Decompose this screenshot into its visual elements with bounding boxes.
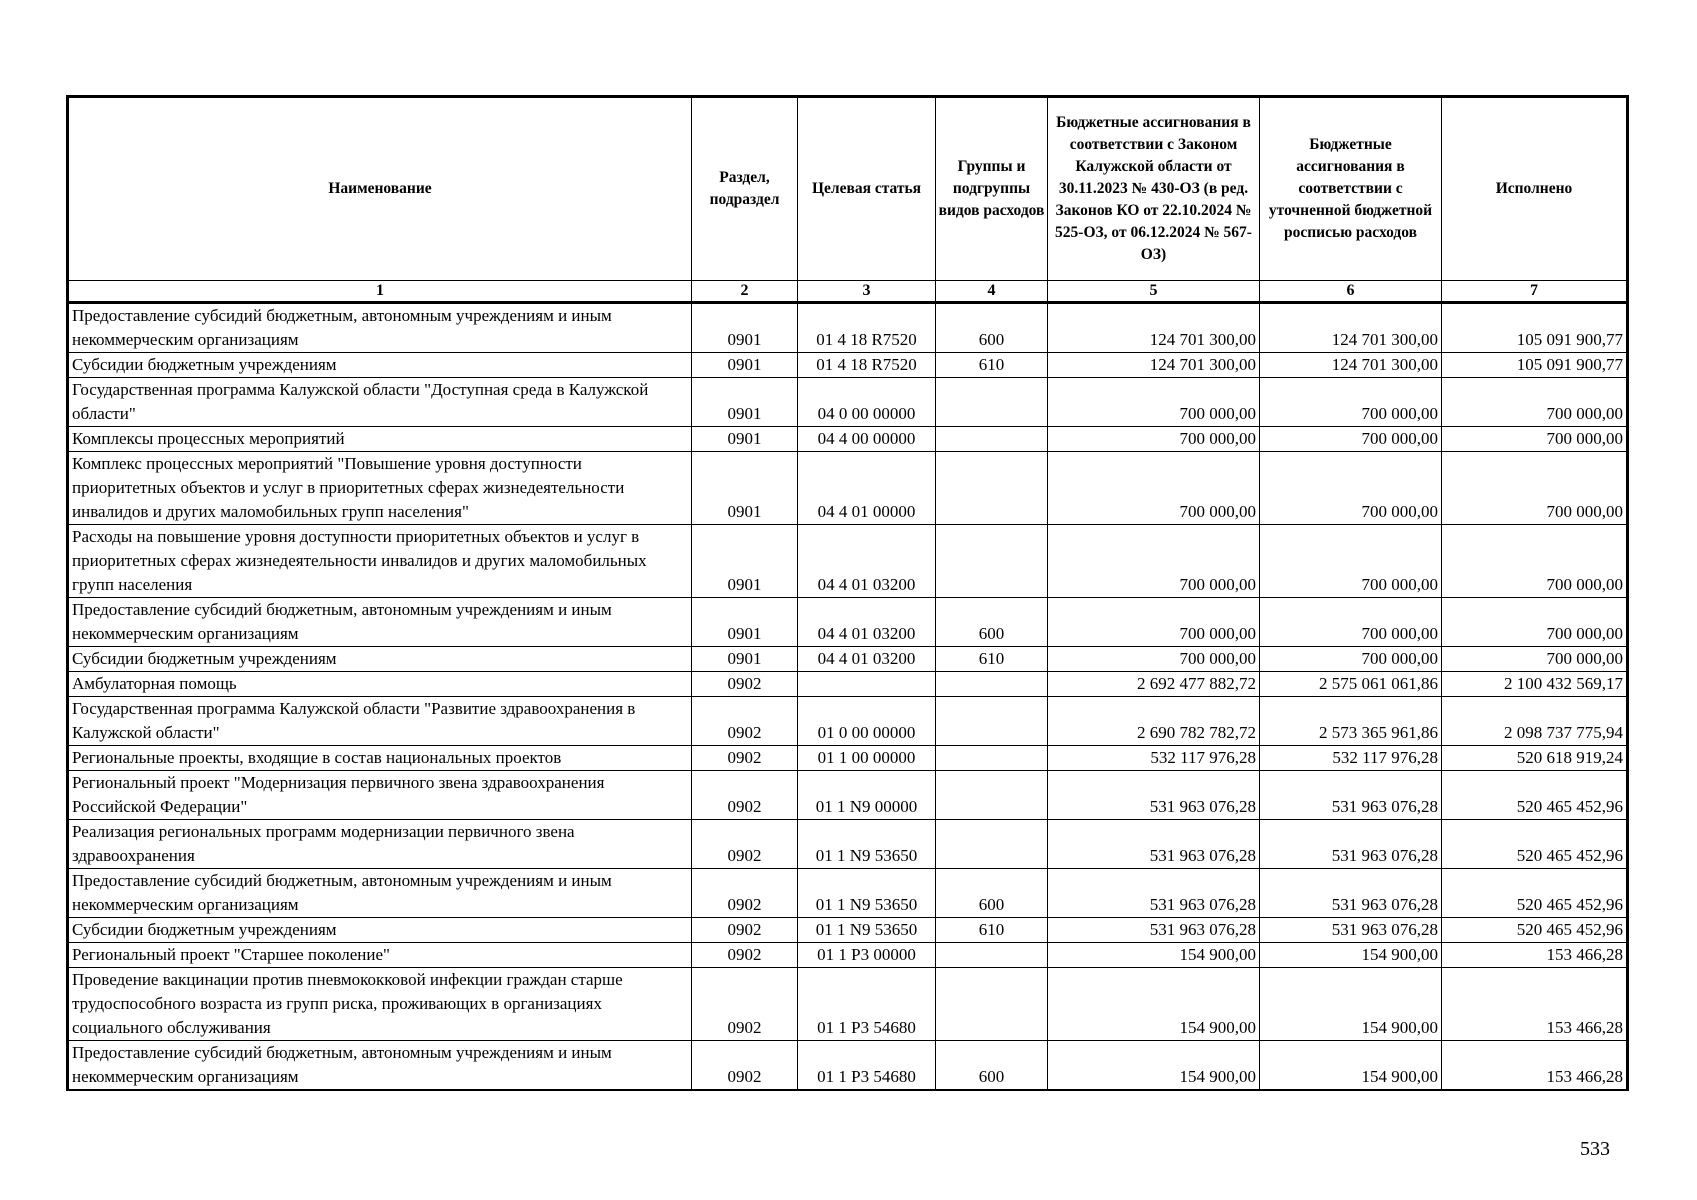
- table-row: [68, 697, 1628, 746]
- cell-target-article: 01 1 N9 53650: [798, 918, 936, 943]
- cell-name: Проведение вакцинации против пневмококковой инфекции граждан старше трудоспособного возраста из групп риска, проживающих в организациях социального обслуживания: [68, 968, 692, 1041]
- cell-budget-law: 2 692 477 882,72: [1048, 672, 1260, 697]
- cell-target-article: 04 4 01 03200: [798, 525, 936, 598]
- cell-executed: 2 098 737 775,94: [1442, 697, 1628, 746]
- cell-expense-group: 610: [936, 647, 1048, 672]
- cell-expense-group: 600: [936, 303, 1048, 353]
- table-row: [68, 525, 1628, 598]
- column-number: 5: [1048, 281, 1260, 303]
- cell-name: Региональный проект "Старшее поколение": [68, 943, 692, 968]
- header-name: Наименование: [68, 97, 692, 281]
- cell-section: 0902: [692, 746, 798, 771]
- cell-name: Государственная программа Калужской области "Развитие здравоохранения в Калужской области": [68, 697, 692, 746]
- cell-target-article: 04 4 01 03200: [798, 598, 936, 647]
- cell-budget-refined: 2 575 061 061,86: [1260, 672, 1442, 697]
- cell-budget-refined: 532 117 976,28: [1260, 746, 1442, 771]
- header-expense-groups: Группы и подгруппы видов расходов: [936, 97, 1048, 281]
- cell-budget-refined: 700 000,00: [1260, 427, 1442, 452]
- table-row: [68, 378, 1628, 427]
- cell-budget-refined: 700 000,00: [1260, 647, 1442, 672]
- cell-section: 0902: [692, 820, 798, 869]
- cell-target-article: 01 1 N9 53650: [798, 820, 936, 869]
- cell-executed: 153 466,28: [1442, 943, 1628, 968]
- cell-executed: 520 465 452,96: [1442, 918, 1628, 943]
- table-row: [68, 427, 1628, 452]
- cell-name: Субсидии бюджетным учреждениям: [68, 918, 692, 943]
- cell-budget-law: 124 701 300,00: [1048, 303, 1260, 353]
- cell-name: Предоставление субсидий бюджетным, автономным учреждениям и иным некоммерческим организациям: [68, 303, 692, 353]
- cell-name: Предоставление субсидий бюджетным, автономным учреждениям и иным некоммерческим организациям: [68, 869, 692, 918]
- cell-budget-refined: 700 000,00: [1260, 598, 1442, 647]
- cell-budget-refined: 700 000,00: [1260, 452, 1442, 525]
- cell-section: 0902: [692, 1041, 798, 1091]
- cell-target-article: 04 4 00 00000: [798, 427, 936, 452]
- table-row: [68, 968, 1628, 1041]
- cell-budget-law: 700 000,00: [1048, 427, 1260, 452]
- cell-budget-law: 2 690 782 782,72: [1048, 697, 1260, 746]
- cell-section: 0902: [692, 697, 798, 746]
- cell-budget-law: 700 000,00: [1048, 647, 1260, 672]
- header-target-article: Целевая статья: [798, 97, 936, 281]
- cell-target-article: 01 1 00 00000: [798, 746, 936, 771]
- cell-budget-law: 531 963 076,28: [1048, 869, 1260, 918]
- cell-budget-law: 154 900,00: [1048, 1041, 1260, 1091]
- cell-section: 0901: [692, 647, 798, 672]
- cell-expense-group: [936, 943, 1048, 968]
- table-row: [68, 303, 1628, 353]
- cell-expense-group: [936, 378, 1048, 427]
- cell-target-article: 01 4 18 R7520: [798, 353, 936, 378]
- cell-expense-group: [936, 820, 1048, 869]
- cell-executed: 520 465 452,96: [1442, 869, 1628, 918]
- cell-budget-refined: 700 000,00: [1260, 525, 1442, 598]
- cell-name: Комплекс процессных мероприятий "Повышение уровня доступности приоритетных объектов и услуг в приоритетных сферах жизнедеятельности инвалидов и других маломобильных групп населения": [68, 452, 692, 525]
- cell-expense-group: 610: [936, 918, 1048, 943]
- table-row: [68, 1041, 1628, 1091]
- cell-expense-group: [936, 746, 1048, 771]
- column-number: 7: [1442, 281, 1628, 303]
- cell-budget-law: 531 963 076,28: [1048, 820, 1260, 869]
- cell-expense-group: [936, 771, 1048, 820]
- cell-budget-refined: 531 963 076,28: [1260, 820, 1442, 869]
- cell-expense-group: [936, 697, 1048, 746]
- cell-section: 0902: [692, 672, 798, 697]
- cell-budget-refined: 531 963 076,28: [1260, 771, 1442, 820]
- cell-section: 0901: [692, 378, 798, 427]
- cell-expense-group: [936, 452, 1048, 525]
- cell-executed: 700 000,00: [1442, 452, 1628, 525]
- cell-budget-refined: 124 701 300,00: [1260, 303, 1442, 353]
- cell-executed: 153 466,28: [1442, 1041, 1628, 1091]
- cell-executed: 700 000,00: [1442, 525, 1628, 598]
- table-row: [68, 452, 1628, 525]
- cell-budget-refined: 154 900,00: [1260, 968, 1442, 1041]
- cell-section: 0901: [692, 427, 798, 452]
- cell-budget-refined: 154 900,00: [1260, 943, 1442, 968]
- cell-expense-group: [936, 968, 1048, 1041]
- cell-budget-law: 532 117 976,28: [1048, 746, 1260, 771]
- cell-target-article: 01 1 N9 53650: [798, 869, 936, 918]
- cell-budget-refined: 2 573 365 961,86: [1260, 697, 1442, 746]
- cell-target-article: 04 4 01 03200: [798, 647, 936, 672]
- cell-expense-group: [936, 525, 1048, 598]
- cell-section: 0901: [692, 353, 798, 378]
- cell-budget-law: 700 000,00: [1048, 598, 1260, 647]
- header-section: Раздел, подраздел: [692, 97, 798, 281]
- cell-name: Региональный проект "Модернизация первичного звена здравоохранения Российской Федерации": [68, 771, 692, 820]
- cell-target-article: 01 0 00 00000: [798, 697, 936, 746]
- table-body: [68, 303, 1628, 1091]
- cell-section: 0902: [692, 918, 798, 943]
- cell-budget-law: 124 701 300,00: [1048, 353, 1260, 378]
- column-number-row: [68, 281, 1628, 303]
- cell-budget-refined: 700 000,00: [1260, 378, 1442, 427]
- cell-budget-law: 531 963 076,28: [1048, 771, 1260, 820]
- table-row: [68, 869, 1628, 918]
- cell-target-article: 01 4 18 R7520: [798, 303, 936, 353]
- header-executed: Исполнено: [1442, 97, 1628, 281]
- table-row: [68, 672, 1628, 697]
- cell-executed: 105 091 900,77: [1442, 353, 1628, 378]
- budget-execution-table: [66, 95, 1629, 1091]
- page-number: 533: [1580, 1138, 1610, 1160]
- cell-expense-group: 600: [936, 1041, 1048, 1091]
- cell-budget-refined: 531 963 076,28: [1260, 869, 1442, 918]
- cell-section: 0902: [692, 943, 798, 968]
- cell-target-article: 01 1 P3 00000: [798, 943, 936, 968]
- cell-budget-refined: 531 963 076,28: [1260, 918, 1442, 943]
- cell-executed: 2 100 432 569,17: [1442, 672, 1628, 697]
- table-row: [68, 820, 1628, 869]
- cell-name: Государственная программа Калужской области "Доступная среда в Калужской области": [68, 378, 692, 427]
- header-row: [68, 97, 1628, 281]
- column-number: 3: [798, 281, 936, 303]
- cell-name: Реализация региональных программ модернизации первичного звена здравоохранения: [68, 820, 692, 869]
- cell-target-article: [798, 672, 936, 697]
- table-row: [68, 353, 1628, 378]
- cell-executed: 520 618 919,24: [1442, 746, 1628, 771]
- cell-executed: 520 465 452,96: [1442, 771, 1628, 820]
- cell-budget-law: 154 900,00: [1048, 968, 1260, 1041]
- cell-section: 0901: [692, 452, 798, 525]
- column-number: 2: [692, 281, 798, 303]
- cell-budget-law: 700 000,00: [1048, 452, 1260, 525]
- cell-target-article: 01 1 N9 00000: [798, 771, 936, 820]
- cell-budget-law: 154 900,00: [1048, 943, 1260, 968]
- table-row: [68, 647, 1628, 672]
- cell-name: Субсидии бюджетным учреждениям: [68, 647, 692, 672]
- cell-section: 0901: [692, 525, 798, 598]
- cell-budget-law: 700 000,00: [1048, 378, 1260, 427]
- table-row: [68, 598, 1628, 647]
- cell-name: Комплексы процессных мероприятий: [68, 427, 692, 452]
- cell-name: Региональные проекты, входящие в состав национальных проектов: [68, 746, 692, 771]
- cell-target-article: 04 4 01 00000: [798, 452, 936, 525]
- column-number: 1: [68, 281, 692, 303]
- cell-executed: 153 466,28: [1442, 968, 1628, 1041]
- cell-section: 0901: [692, 598, 798, 647]
- column-number: 6: [1260, 281, 1442, 303]
- cell-section: 0901: [692, 303, 798, 353]
- cell-section: 0902: [692, 968, 798, 1041]
- table-row: [68, 746, 1628, 771]
- header-budget-law: Бюджетные ассигнования в соответствии с Законом Калужской области от 30.11.2023 № 430-ОЗ (в ред. Законов КО от 22.10.2024 № 525-ОЗ, от 06.12.2024 № 567-ОЗ): [1048, 97, 1260, 281]
- cell-target-article: 04 0 00 00000: [798, 378, 936, 427]
- cell-name: Субсидии бюджетным учреждениям: [68, 353, 692, 378]
- cell-target-article: 01 1 P3 54680: [798, 968, 936, 1041]
- cell-name: Амбулаторная помощь: [68, 672, 692, 697]
- cell-expense-group: 600: [936, 869, 1048, 918]
- budget-table-container: [66, 95, 1626, 1091]
- table-row: [68, 943, 1628, 968]
- cell-expense-group: [936, 672, 1048, 697]
- cell-name: Расходы на повышение уровня доступности приоритетных объектов и услуг в приоритетных сферах жизнедеятельности инвалидов и других маломобильных групп населения: [68, 525, 692, 598]
- column-number: 4: [936, 281, 1048, 303]
- cell-section: 0902: [692, 771, 798, 820]
- cell-name: Предоставление субсидий бюджетным, автономным учреждениям и иным некоммерческим организациям: [68, 1041, 692, 1091]
- cell-expense-group: [936, 427, 1048, 452]
- table-row: [68, 771, 1628, 820]
- cell-executed: 520 465 452,96: [1442, 820, 1628, 869]
- header-budget-refined: Бюджетные ассигнования в соответствии с уточненной бюджетной росписью расходов: [1260, 97, 1442, 281]
- cell-executed: 700 000,00: [1442, 647, 1628, 672]
- cell-budget-law: 700 000,00: [1048, 525, 1260, 598]
- cell-executed: 700 000,00: [1442, 378, 1628, 427]
- cell-section: 0902: [692, 869, 798, 918]
- cell-budget-refined: 154 900,00: [1260, 1041, 1442, 1091]
- cell-executed: 700 000,00: [1442, 427, 1628, 452]
- cell-expense-group: 600: [936, 598, 1048, 647]
- cell-budget-refined: 124 701 300,00: [1260, 353, 1442, 378]
- cell-executed: 105 091 900,77: [1442, 303, 1628, 353]
- cell-name: Предоставление субсидий бюджетным, автономным учреждениям и иным некоммерческим организациям: [68, 598, 692, 647]
- cell-executed: 700 000,00: [1442, 598, 1628, 647]
- cell-budget-law: 531 963 076,28: [1048, 918, 1260, 943]
- cell-expense-group: 610: [936, 353, 1048, 378]
- cell-target-article: 01 1 P3 54680: [798, 1041, 936, 1091]
- table-row: [68, 918, 1628, 943]
